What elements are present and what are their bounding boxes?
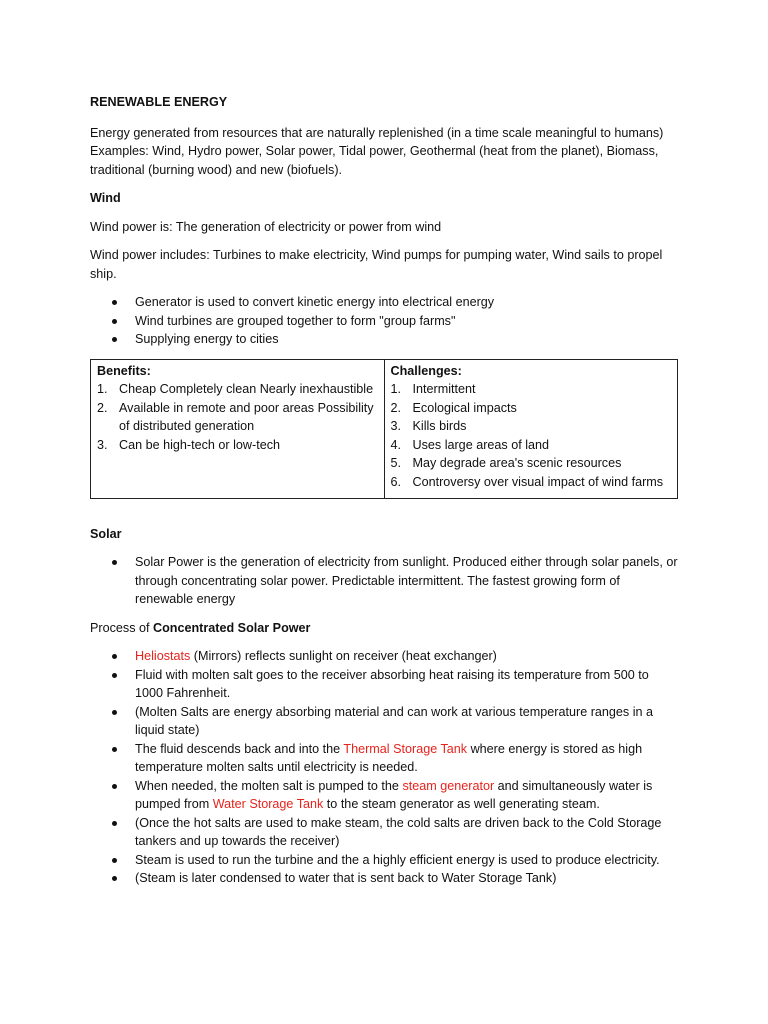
- list-item: [391, 436, 672, 455]
- benefits-cell: [91, 359, 385, 498]
- highlight-term: Water Storage Tank: [212, 797, 324, 811]
- text-run: (Molten Salts are energy absorbing material and can work at various temperature ranges in a liquid state): [135, 704, 654, 737]
- text-run: The fluid descends back and into the: [135, 741, 344, 756]
- item-text: Cheap Completely clean Nearly inexhaustible: [119, 382, 374, 396]
- benefits-list: [97, 380, 378, 454]
- challenges-title: Challenges:: [390, 363, 462, 378]
- list-item: [97, 380, 378, 399]
- item-number: 1.: [97, 382, 108, 396]
- wind-definition: Wind power is: The generation of electricity or power from wind: [90, 219, 442, 234]
- item-number: 3.: [390, 419, 402, 433]
- csp-process-list: [90, 647, 680, 888]
- list-item: [391, 399, 672, 418]
- benefits-challenges-table: [90, 359, 678, 499]
- text-run: When needed, the molten salt is pumped to the: [135, 778, 403, 793]
- item-number: 2.: [390, 400, 402, 415]
- highlight-term: Heliostats: [135, 649, 191, 663]
- text-run: and simultaneously water is pumped from: [135, 778, 653, 811]
- document-body: [90, 93, 680, 898]
- list-item: [90, 740, 680, 777]
- challenges-list: [391, 380, 672, 491]
- process-title: Concentrated Solar Power: [153, 620, 311, 635]
- item-text: Available in remote and poor areas Possibility of distributed generation: [119, 400, 374, 433]
- list-item: [391, 417, 672, 436]
- item-text: Ecological impacts: [412, 400, 517, 415]
- item-number: 5.: [390, 456, 402, 470]
- wind-heading: Wind: [90, 191, 121, 205]
- intro-paragraph: Energy generated from resources that are naturally replenished (in a time scale meaningful to humans) Examples: Wind, Hydro power, Solar power, Tidal power, Geothermal (heat from the planet), Biomass, traditional (burning wood) and new (biofuels).: [90, 125, 664, 177]
- text-run: to the steam generator as well generating steam.: [323, 797, 600, 811]
- item-text: Controversy over visual impact of wind farms: [412, 474, 664, 489]
- text-run: Steam is used to run the turbine and the a highly efficient energy is used to produce electricity.: [135, 852, 660, 867]
- list-item: [391, 454, 672, 473]
- item-text: Kills birds: [412, 419, 467, 433]
- solar-heading: Solar: [90, 526, 122, 541]
- list-item: Wind turbines are grouped together to form "group farms": [90, 312, 680, 331]
- item-number: 6.: [390, 474, 402, 489]
- highlight-term: Thermal Storage Tank: [343, 741, 468, 756]
- item-number: 2.: [97, 400, 108, 415]
- item-text: Can be high-tech or low-tech: [119, 437, 281, 452]
- list-item: Solar Power is the generation of electricity from sunlight. Produced either through solar panels, or through concentrating solar power. Predictable intermittent. The fastest growing form of renewable energy: [90, 553, 680, 609]
- highlight-term: steam generator: [402, 778, 495, 793]
- list-item: Supplying energy to cities: [90, 330, 680, 349]
- list-item: [391, 473, 672, 492]
- document-title: RENEWABLE ENERGY: [90, 95, 228, 109]
- list-item: [391, 380, 672, 399]
- list-item: [97, 399, 378, 436]
- challenges-cell: [384, 359, 678, 498]
- process-heading: [90, 619, 680, 638]
- solar-bullet-list: [90, 553, 680, 609]
- item-number: 1.: [390, 382, 402, 396]
- list-item: [90, 869, 680, 888]
- text-run: (Steam is later condensed to water that is sent back to Water Storage Tank): [135, 871, 557, 885]
- item-number: 3.: [97, 437, 108, 452]
- wind-bullet-list: [90, 293, 680, 349]
- item-text: Intermittent: [412, 382, 476, 396]
- list-item: Generator is used to convert kinetic energy into electrical energy: [90, 293, 680, 312]
- text-run: where energy is stored as high temperature molten salts until electricity is needed.: [135, 741, 643, 774]
- benefits-title: Benefits:: [97, 363, 151, 378]
- wind-includes: Wind power includes: Turbines to make electricity, Wind pumps for pumping water, Wind sails to propel ship.: [90, 248, 663, 281]
- text-run: Fluid with molten salt goes to the receiver absorbing heat raising its temperature from 500 to 1000 Fahrenheit.: [135, 667, 649, 700]
- list-item: [90, 666, 680, 703]
- process-prefix: Process of: [90, 620, 153, 635]
- list-item: [97, 436, 378, 455]
- list-item: [90, 814, 680, 851]
- list-item: [90, 851, 680, 870]
- item-text: May degrade area's scenic resources: [412, 456, 622, 470]
- list-item: [90, 703, 680, 740]
- item-number: 4.: [390, 437, 402, 452]
- text-run: (Once the hot salts are used to make steam, the cold salts are driven back to the Cold Storage tankers and up towards the receiver): [135, 815, 662, 848]
- item-text: Uses large areas of land: [412, 437, 550, 452]
- list-item: [90, 647, 680, 666]
- text-run: (Mirrors) reflects sunlight on receiver (heat exchanger): [190, 649, 497, 663]
- list-item: [90, 777, 680, 814]
